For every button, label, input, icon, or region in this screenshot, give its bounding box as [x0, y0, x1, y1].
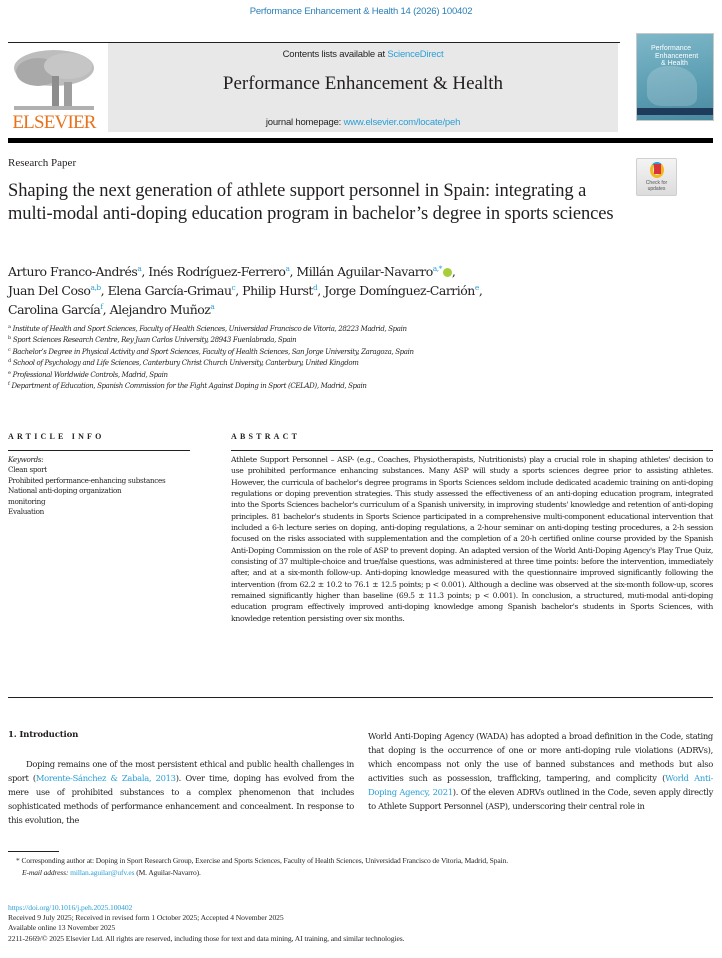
author[interactable]: Arturo Franco-Andrés$^a$ — [8, 264, 142, 279]
citation-link[interactable]: World Anti-Doping Agency, 2021 — [368, 773, 713, 798]
author[interactable]: Jorge Domínguez-Carrión$^e$ — [324, 283, 479, 298]
article-info-heading: ARTICLE INFO — [8, 432, 105, 441]
crossmark-label: Check for updates — [645, 180, 668, 192]
article-info-rule — [8, 450, 190, 451]
keyword: National anti-doping organization — [8, 486, 122, 496]
keywords-label: Keywords: — [8, 455, 44, 464]
author[interactable]: Carolina García$^f$ — [8, 302, 103, 317]
affiliation-list — [8, 324, 708, 392]
author[interactable]: Philip Hurst$^d$ — [242, 283, 318, 298]
body-column-right: World Anti-Doping Agency (WADA) has adopted a broad definition in the Code, stating that doping is the occurrence of one or more anti-doping rule violations (ADRVs), which encompass not only the use of banned substances and methods but also activities such as possession, trafficking, tampering, and complicity (World Anti-Doping Agency, 2021). Of the eleven ADRVs outlined in the Code, seven apply directly to Athlete Support Personnel (ASP), underscoring their central role in — [368, 731, 713, 812]
affiliation-marker[interactable]: e — [474, 283, 479, 292]
affiliation: $^f$ Department of Education, Spanish Commission for the Fight Against Doping in Sport (CELAD), Madrid, Spain — [8, 381, 367, 391]
running-head: Performance Enhancement & Health 14 (2026) 100402 — [249, 6, 473, 17]
author[interactable]: Alejandro Muñoz$^a$ — [109, 302, 215, 317]
keyword: Clean sport — [8, 465, 47, 475]
email-note: E-mail address: millan.aguilar@ufv.es (M. Aguilar-Navarro). — [22, 867, 201, 877]
citation-link[interactable]: Morente-Sánchez & Zabala, 2013 — [35, 773, 176, 784]
cover-statue-graphic — [647, 66, 697, 106]
body-column-left: Doping remains one of the most persistent ethical and public health challenges in sport (Morente-Sánchez & Zabala, 2013). Over time, doping has evolved from the mere use of prohibited substances to a complex phenomenon that includes sophisticated methods of performance enhancement and concealment. In response to this evolution, the — [8, 759, 354, 826]
affiliation-marker[interactable]: a — [137, 264, 142, 273]
check-for-updates-button[interactable] — [636, 158, 677, 196]
elsevier-wordmark: ELSEVIER — [12, 112, 96, 133]
affiliation: $^e$ Professional Worldwide Controls, Madrid, Spain — [8, 369, 168, 379]
affiliation-marker[interactable]: a,* — [432, 264, 442, 273]
journal-title: Performance Enhancement & Health — [222, 73, 504, 94]
doi-link[interactable]: https://doi.org/10.1016/j.peh.2025.100402 — [8, 903, 133, 912]
affiliation-marker[interactable]: d — [312, 283, 318, 292]
available-online: Available online 13 November 2025 — [8, 923, 116, 933]
affiliation: $^b$ Sport Sciences Research Centre, Rey Juan Carlos University, 28943 Fuenlabrada, Spain — [8, 335, 297, 345]
cover-band — [637, 108, 713, 115]
publication-info — [8, 903, 714, 944]
masthead-bar — [8, 138, 713, 143]
journal-cover-image[interactable] — [636, 33, 714, 121]
keyword: Evaluation — [8, 507, 44, 517]
keywords-list — [8, 455, 223, 517]
affiliation: $^d$ School of Psychology and Life Sciences, Canterbury Christ Church University, Canterbury, United Kingdom — [8, 358, 359, 368]
abstract-bottom-rule — [8, 697, 713, 698]
author[interactable]: Inés Rodríguez-Ferrero$^a$ — [148, 264, 290, 279]
corresponding-author-note: * Corresponding author at: Doping in Sport Research Group, Exercise and Sports Sciences, Faculty of Health Sciences, Universidad Francisco de Vitoria, Madrid, Spain. — [16, 856, 508, 865]
affiliation-marker[interactable]: c — [231, 283, 236, 292]
keyword: Prohibited performance-enhancing substances — [8, 475, 166, 485]
paper-title: Shaping the next generation of athlete support personnel in Spain: integrating a multi-modal anti-doping education program in bachelor’s degree in sports sciences — [8, 181, 614, 224]
footnotes — [8, 855, 714, 878]
author-list: Arturo Franco-Andrés$^a$, Inés Rodríguez-Ferrero$^a$, Millán Aguilar-Navarro$^{a,*}$ , Juan Del Coso$^{a,b}$, Elena García-Grimau$^c$, Philip Hurst$^d$, Jorge Domínguez-Carrión$^e$, Carolina García$^f$, Alejandro Muñoz$^a$ — [8, 264, 483, 317]
contents-prefix: Contents lists available at — [282, 49, 388, 60]
email-link[interactable]: millan.aguilar@ufv.es — [70, 867, 135, 877]
abstract-rule — [231, 450, 713, 451]
affiliation: $^a$ Institute of Health and Sport Sciences, Faculty of Health Sciences, Universidad Francisco de Vitoria, 28223 Madrid, Spain — [8, 324, 407, 333]
copyright: 2211-2669/© 2025 Elsevier Ltd. All rights are reserved, including those for text and data mining, AI training, and similar technologies. — [8, 933, 405, 943]
affiliation-marker[interactable]: f — [100, 302, 103, 311]
sciencedirect-link[interactable]: ScienceDirect — [387, 49, 444, 60]
affiliation-marker[interactable]: a — [285, 264, 290, 273]
journal-masthead — [108, 43, 618, 132]
abstract-text: Athlete Support Personnel – ASP- (e.g., Coaches, Physiotherapists, Nutritionists) play a crucial role in shaping athletes' decision to use prohibited performance enhancing substances. Many ASP will study a sports sciences degree prior to assisting athletes. However, the curricula of bachelor's degree programs in Sports Sciences seldom include dedicated academic training on anti-doping regulations or doping prevention strategies. This study assessed the effectiveness of an anti-doping education program, integrated into the Sports Sciences bachelor's curriculum of a Spanish university, in improving students' knowledge and retention of anti-doping principles. 81 bachelor's students in Sports Science participated in a comprehensive multi-component educational intervention that included a 6-h lecture series on doping, anti-doping regulations, a 2-hour seminar on anti-doping testing procedures, a 2-h session focused on the risks associated with supplementation and the completion of a 20-h certified online course provided by the Spanish Anti-Doping Commission on the role of ASP to prevent doping. An adapted version of the World Anti-Doping Agency's Play True Quiz, consisting of 37 multiple-choice and true/false questions, was administered at three time points: before the intervention, immediately after, and at a six-month follow-up. Anti-doping knowledge measured with the questionnaire improved significantly following the intervention (from 62.2 ± 10.2 to 76.1 ± 12.5 points; p < 0.001). Although a decline was observed at the six-month follow-up, scores remained significantly higher than baseline (69.5 ± 11.3 points; p < 0.001). In conclusion, a structured, muti-modal anti-doping education program effectively improved anti-doping knowledge among Spanish bachelor's students in Sports Sciences, with knowledge retention persisting over six months. — [231, 455, 713, 623]
homepage-prefix: journal homepage: — [265, 117, 344, 128]
elsevier-logo[interactable] — [8, 46, 100, 134]
history-dates: Received 9 July 2025; Received in revised form 1 October 2025; Accepted 4 November 2025 — [8, 913, 284, 923]
affiliation-marker[interactable]: a — [210, 302, 215, 311]
orcid-icon[interactable] — [443, 268, 452, 277]
keyword: monitoring — [8, 496, 46, 506]
crossmark-flag-icon — [654, 164, 661, 174]
section-heading-introduction: 1. Introduction — [8, 730, 79, 740]
author-corresponding[interactable]: Millán Aguilar-Navarro$^{a,*}$ — [296, 264, 452, 279]
cover-title: Performance Enhancement & Health — [651, 45, 699, 67]
affiliation: $^c$ Bachelor’s Degree in Physical Activity and Sport Sciences, Faculty of Health Sciences, San Jorge University, Zaragoza, Spain — [8, 346, 414, 356]
article-type: Research Paper — [8, 157, 77, 169]
author[interactable]: Elena García-Grimau$^c$ — [107, 283, 236, 298]
homepage-line — [108, 117, 618, 128]
footnote-rule — [8, 851, 59, 852]
abstract-heading: ABSTRACT — [231, 432, 301, 441]
affiliation-marker[interactable]: a,b — [90, 283, 101, 292]
journal-homepage-link[interactable]: www.elsevier.com/locate/peh — [343, 117, 461, 128]
elsevier-tree-icon — [8, 46, 100, 114]
contents-line — [108, 49, 618, 60]
author[interactable]: Juan Del Coso$^{a,b}$ — [8, 283, 101, 298]
